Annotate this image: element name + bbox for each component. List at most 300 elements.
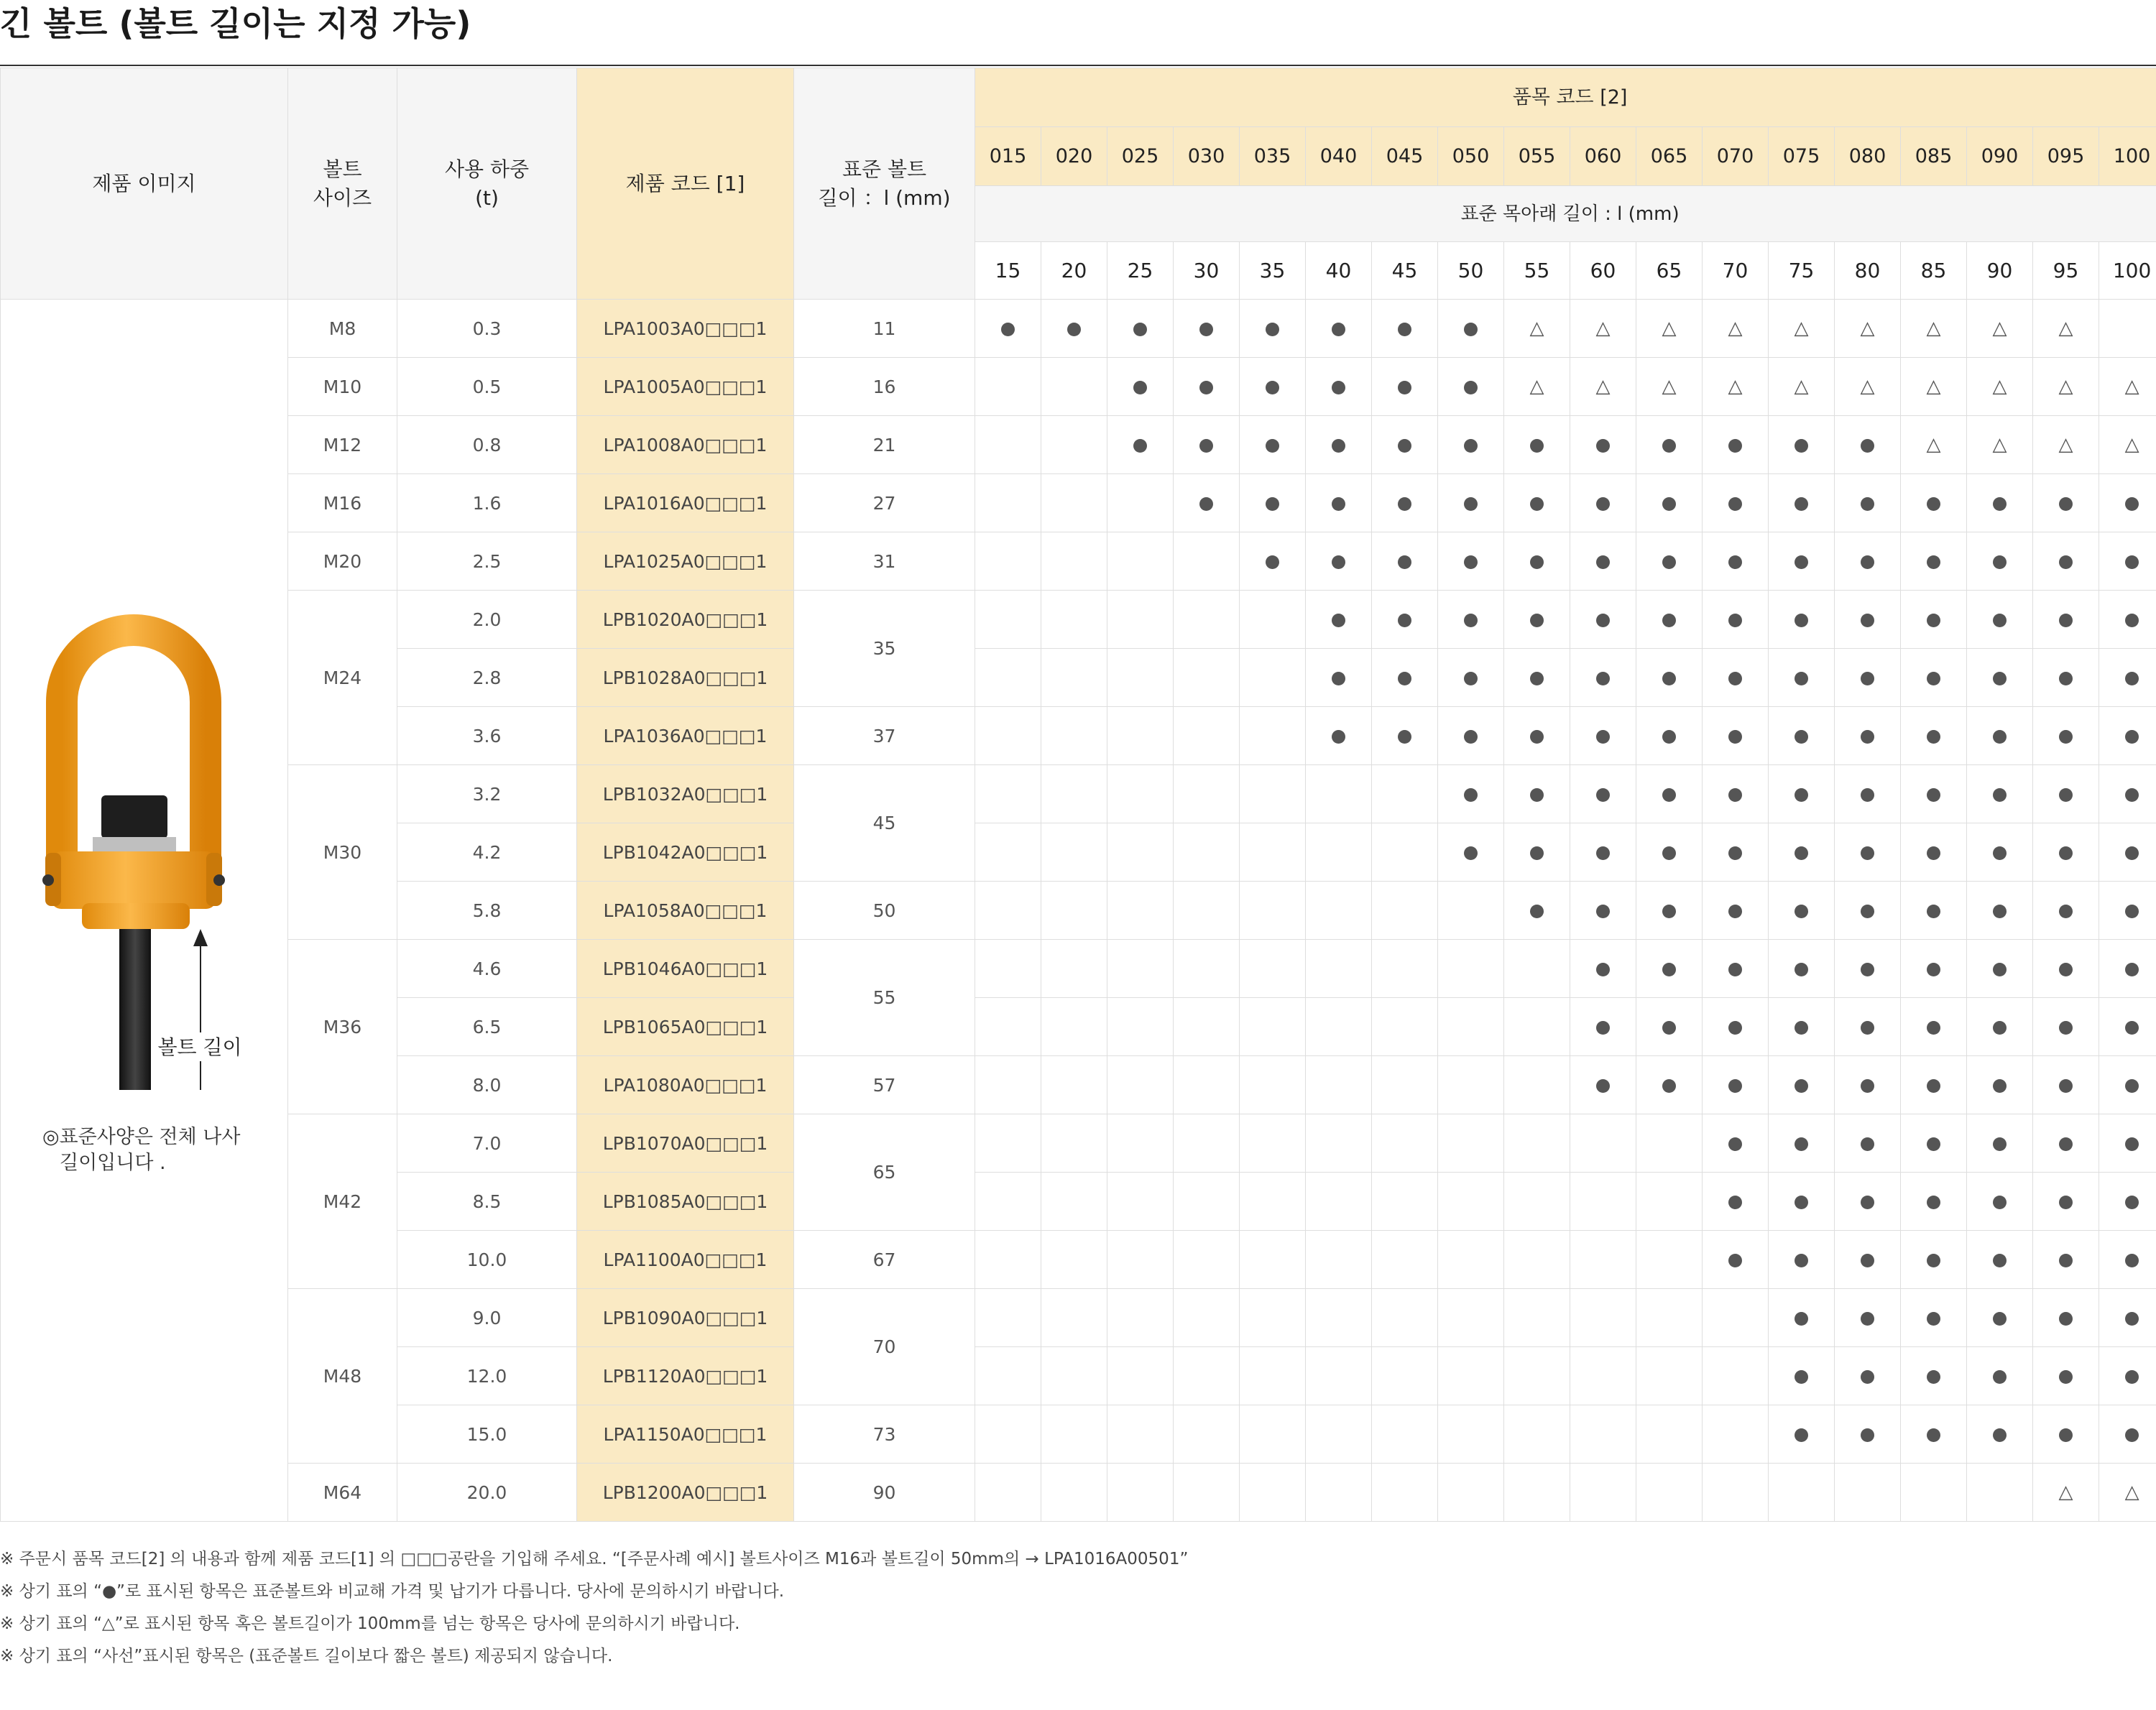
load-cell: 4.6 <box>397 940 577 998</box>
filled-circle-icon <box>1464 672 1478 685</box>
available-nonstandard-mark <box>1306 300 1372 358</box>
available-nonstandard-mark <box>1967 940 2033 998</box>
empty-cell <box>1306 882 1372 940</box>
neck-length-cell: 45 <box>1372 242 1438 300</box>
image-note-line2: 길이입니다 . <box>60 1152 166 1174</box>
filled-circle-icon <box>1861 614 1874 627</box>
empty-cell <box>1570 1464 1636 1522</box>
load-cell: 8.5 <box>397 1173 577 1231</box>
filled-circle-icon <box>2125 1021 2139 1035</box>
filled-circle-icon <box>1993 555 2007 569</box>
empty-cell <box>975 1173 1041 1231</box>
header-std-bolt-length <box>794 68 975 300</box>
triangle-icon: △ <box>1662 318 1677 339</box>
neck-length-cell: 35 <box>1240 242 1306 300</box>
empty-cell <box>1041 823 1107 882</box>
bolt-length-cell: 90 <box>794 1464 975 1522</box>
filled-circle-icon <box>1530 905 1544 918</box>
bolt-length-label: 볼트 길이 <box>157 1035 242 1059</box>
available-nonstandard-mark <box>2099 823 2156 882</box>
available-nonstandard-mark <box>1901 474 1967 532</box>
empty-cell <box>975 707 1041 765</box>
empty-cell <box>1041 1289 1107 1347</box>
empty-cell <box>1240 1464 1306 1522</box>
item-code-cell: 060 <box>1570 127 1636 186</box>
available-nonstandard-mark <box>1769 1114 1835 1173</box>
filled-circle-icon <box>1728 905 1742 918</box>
header-load-line2: (t) <box>475 185 499 210</box>
filled-circle-icon <box>1728 1021 1742 1035</box>
available-nonstandard-mark <box>1306 707 1372 765</box>
available-nonstandard-mark <box>1504 649 1570 707</box>
empty-cell <box>1636 1289 1703 1347</box>
filled-circle-icon <box>2059 963 2073 976</box>
bolt-size-cell: M12 <box>288 416 397 474</box>
bolt-length-cell: 45 <box>794 765 975 882</box>
empty-cell <box>1107 707 1174 765</box>
filled-circle-icon <box>1332 730 1345 744</box>
product-image-wrap <box>1 300 288 1521</box>
available-nonstandard-mark <box>1636 882 1703 940</box>
load-cell: 3.2 <box>397 765 577 823</box>
empty-cell <box>1372 940 1438 998</box>
empty-cell <box>1041 882 1107 940</box>
header-bolt-size-line2: 사이즈 <box>313 185 372 210</box>
filled-circle-icon <box>1133 381 1147 394</box>
empty-cell <box>1041 358 1107 416</box>
triangle-icon: △ <box>1992 376 2007 397</box>
filled-circle-icon <box>1728 963 1742 976</box>
empty-cell <box>1041 532 1107 591</box>
bolt-length-cell: 57 <box>794 1056 975 1114</box>
filled-circle-icon <box>1993 1137 2007 1151</box>
available-nonstandard-mark <box>1636 591 1703 649</box>
empty-cell <box>975 1405 1041 1464</box>
filled-circle-icon <box>1596 1079 1610 1093</box>
empty-cell <box>1703 1464 1769 1522</box>
triangle-icon: △ <box>2058 434 2073 456</box>
filled-circle-icon <box>1993 963 2007 976</box>
available-nonstandard-mark <box>1835 474 1901 532</box>
available-nonstandard-mark <box>1438 765 1504 823</box>
filled-circle-icon <box>1993 730 2007 744</box>
empty-cell <box>1041 1405 1107 1464</box>
filled-circle-icon <box>1332 497 1345 511</box>
note-line: ※ 상기 표의 “△”로 표시된 항목 혹은 볼트길이가 100mm를 넘는 항목은 당사에 문의하시기 바랍니다. <box>0 1614 740 1633</box>
filled-circle-icon <box>1861 846 1874 860</box>
triangle-icon: △ <box>1794 318 1809 339</box>
available-nonstandard-mark <box>1438 474 1504 532</box>
filled-circle-icon <box>1795 672 1808 685</box>
available-nonstandard-mark <box>1703 474 1769 532</box>
empty-cell <box>1240 591 1306 649</box>
filled-circle-icon <box>1464 323 1478 336</box>
bolt-size-cell: M36 <box>288 940 397 1114</box>
available-nonstandard-mark <box>2033 882 2099 940</box>
available-nonstandard-mark <box>1967 765 2033 823</box>
empty-cell <box>1372 1231 1438 1289</box>
inquiry-mark <box>1901 416 1967 474</box>
empty-cell <box>1174 532 1240 591</box>
filled-circle-icon <box>1795 1021 1808 1035</box>
empty-cell <box>1438 1231 1504 1289</box>
filled-circle-icon <box>1927 614 1940 627</box>
empty-cell <box>1174 707 1240 765</box>
filled-circle-icon <box>1795 1137 1808 1151</box>
empty-cell <box>1372 882 1438 940</box>
empty-cell <box>975 1347 1041 1405</box>
filled-circle-icon <box>2125 905 2139 918</box>
available-nonstandard-mark <box>2033 1173 2099 1231</box>
available-nonstandard-mark <box>1372 300 1438 358</box>
empty-cell <box>1041 765 1107 823</box>
neck-length-cell: 60 <box>1570 242 1636 300</box>
available-nonstandard-mark <box>1636 532 1703 591</box>
table-row <box>1 416 2156 474</box>
filled-circle-icon <box>1993 1370 2007 1384</box>
filled-circle-icon <box>1530 846 1544 860</box>
available-nonstandard-mark <box>1041 300 1107 358</box>
empty-cell <box>1570 1231 1636 1289</box>
triangle-icon: △ <box>1860 318 1875 339</box>
triangle-icon: △ <box>2124 434 2139 456</box>
available-nonstandard-mark <box>2099 940 2156 998</box>
empty-cell <box>1703 1347 1769 1405</box>
filled-circle-icon <box>1464 497 1478 511</box>
available-nonstandard-mark <box>2099 882 2156 940</box>
empty-cell <box>1438 1464 1504 1522</box>
available-nonstandard-mark <box>1769 1347 1835 1405</box>
empty-cell <box>1174 1347 1240 1405</box>
inquiry-mark <box>2099 416 2156 474</box>
load-cell: 6.5 <box>397 998 577 1056</box>
filled-circle-icon <box>1464 614 1478 627</box>
product-code-cell: LPB1046A0□□□1 <box>577 940 794 998</box>
filled-circle-icon <box>1662 788 1676 802</box>
header-bolt-size-line1: 볼트 <box>323 157 362 181</box>
empty-cell <box>1372 1114 1438 1173</box>
filled-circle-icon <box>1993 1079 2007 1093</box>
load-cell: 20.0 <box>397 1464 577 1522</box>
load-cell: 2.8 <box>397 649 577 707</box>
bolt-length-cell: 16 <box>794 358 975 416</box>
empty-cell <box>1240 1289 1306 1347</box>
available-nonstandard-mark <box>1240 474 1306 532</box>
available-nonstandard-mark <box>2033 1114 2099 1173</box>
filled-circle-icon <box>1795 555 1808 569</box>
empty-cell <box>1438 998 1504 1056</box>
available-nonstandard-mark <box>1438 358 1504 416</box>
triangle-icon: △ <box>1860 376 1875 397</box>
filled-circle-icon <box>1927 905 1940 918</box>
empty-cell <box>1107 1173 1174 1231</box>
filled-circle-icon <box>1861 1312 1874 1326</box>
empty-cell <box>975 358 1041 416</box>
empty-cell <box>1041 416 1107 474</box>
filled-circle-icon <box>1596 788 1610 802</box>
filled-circle-icon <box>1398 614 1411 627</box>
available-nonstandard-mark <box>1703 1173 1769 1231</box>
empty-cell <box>1438 1347 1504 1405</box>
table-row <box>1 474 2156 532</box>
empty-cell <box>1240 882 1306 940</box>
item-code-cell: 035 <box>1240 127 1306 186</box>
triangle-icon: △ <box>1926 376 1941 397</box>
filled-circle-icon <box>1861 439 1874 453</box>
empty-cell <box>1372 1347 1438 1405</box>
empty-cell <box>1306 1289 1372 1347</box>
empty-cell <box>1372 1056 1438 1114</box>
note-line: ※ 상기 표의 “사선”표시된 항목은 (표준볼트 길이보다 짧은 볼트) 제공되지 않습니다. <box>0 1647 613 1665</box>
available-nonstandard-mark <box>1372 591 1438 649</box>
filled-circle-icon <box>1530 672 1544 685</box>
available-nonstandard-mark <box>1570 649 1636 707</box>
bolt-length-cell: 21 <box>794 416 975 474</box>
available-nonstandard-mark <box>1703 707 1769 765</box>
product-code-cell: LPB1032A0□□□1 <box>577 765 794 823</box>
empty-cell <box>1504 1289 1570 1347</box>
empty-cell <box>1636 1347 1703 1405</box>
header-std-bolt-length-line2: 길이 ：l (mm) <box>818 185 951 210</box>
filled-circle-icon <box>1927 672 1940 685</box>
product-code-cell: LPA1036A0□□□1 <box>577 707 794 765</box>
filled-circle-icon <box>1398 555 1411 569</box>
filled-circle-icon <box>1728 439 1742 453</box>
filled-circle-icon <box>2059 788 2073 802</box>
filled-circle-icon <box>1993 614 2007 627</box>
filled-circle-icon <box>1596 497 1610 511</box>
available-nonstandard-mark <box>1570 823 1636 882</box>
empty-cell <box>1041 1464 1107 1522</box>
available-nonstandard-mark <box>1438 532 1504 591</box>
bolt-size-cell: M20 <box>288 532 397 591</box>
filled-circle-icon <box>1662 846 1676 860</box>
inquiry-mark <box>1835 358 1901 416</box>
note-line: ※ 상기 표의 “●”로 표시된 항목은 표준볼트와 비교해 가격 및 납기가 다릅니다. 당사에 문의하시기 바랍니다. <box>0 1582 785 1601</box>
available-nonstandard-mark <box>1901 1056 1967 1114</box>
filled-circle-icon <box>2125 788 2139 802</box>
available-nonstandard-mark <box>1835 707 1901 765</box>
item-code-cell: 025 <box>1107 127 1174 186</box>
available-nonstandard-mark <box>1769 940 1835 998</box>
empty-cell <box>1240 649 1306 707</box>
header-bolt-size <box>288 68 397 300</box>
filled-circle-icon <box>1795 439 1808 453</box>
empty-cell <box>975 591 1041 649</box>
neck-length-cell: 20 <box>1041 242 1107 300</box>
filled-circle-icon <box>1464 555 1478 569</box>
inquiry-mark <box>2099 1464 2156 1522</box>
available-nonstandard-mark <box>1901 940 1967 998</box>
empty-cell <box>1438 1289 1504 1347</box>
empty-cell <box>1041 474 1107 532</box>
inquiry-mark <box>1769 300 1835 358</box>
triangle-icon: △ <box>2124 1482 2139 1503</box>
empty-cell <box>1107 474 1174 532</box>
available-nonstandard-mark <box>1901 1347 1967 1405</box>
empty-cell <box>1504 1464 1570 1522</box>
load-cell: 0.3 <box>397 300 577 358</box>
filled-circle-icon <box>1728 614 1742 627</box>
filled-circle-icon <box>2059 1254 2073 1267</box>
filled-circle-icon <box>1795 846 1808 860</box>
empty-cell <box>2099 300 2156 358</box>
bolt-length-cell: 73 <box>794 1405 975 1464</box>
empty-cell <box>1703 1289 1769 1347</box>
empty-cell <box>1570 1173 1636 1231</box>
available-nonstandard-mark <box>1504 474 1570 532</box>
available-nonstandard-mark <box>1240 532 1306 591</box>
filled-circle-icon <box>1795 963 1808 976</box>
available-nonstandard-mark <box>2033 532 2099 591</box>
empty-cell <box>1041 591 1107 649</box>
available-nonstandard-mark <box>1570 1056 1636 1114</box>
available-nonstandard-mark <box>2099 998 2156 1056</box>
available-nonstandard-mark <box>1769 882 1835 940</box>
filled-circle-icon <box>1795 1254 1808 1267</box>
available-nonstandard-mark <box>2033 649 2099 707</box>
filled-circle-icon <box>1927 1370 1940 1384</box>
empty-cell <box>1901 1464 1967 1522</box>
available-nonstandard-mark <box>1504 532 1570 591</box>
empty-cell <box>1107 1289 1174 1347</box>
available-nonstandard-mark <box>1769 1231 1835 1289</box>
filled-circle-icon <box>1927 963 1940 976</box>
filled-circle-icon <box>2059 1370 2073 1384</box>
neck-length-cell: 65 <box>1636 242 1703 300</box>
empty-cell <box>1174 1289 1240 1347</box>
available-nonstandard-mark <box>2099 591 2156 649</box>
empty-cell <box>1306 940 1372 998</box>
filled-circle-icon <box>1464 381 1478 394</box>
empty-cell <box>1107 1464 1174 1522</box>
bolt-size-cell: M16 <box>288 474 397 532</box>
item-code-cell: 075 <box>1769 127 1835 186</box>
filled-circle-icon <box>1662 1021 1676 1035</box>
filled-circle-icon <box>1861 1079 1874 1093</box>
table-row <box>1 1114 2156 1173</box>
filled-circle-icon <box>1133 439 1147 453</box>
empty-cell <box>1372 1289 1438 1347</box>
inquiry-mark <box>1504 300 1570 358</box>
filled-circle-icon <box>1795 497 1808 511</box>
empty-cell <box>1504 1114 1570 1173</box>
load-cell: 0.8 <box>397 416 577 474</box>
filled-circle-icon <box>1861 1370 1874 1384</box>
available-nonstandard-mark <box>1174 358 1240 416</box>
filled-circle-icon <box>1861 1428 1874 1442</box>
filled-circle-icon <box>1927 788 1940 802</box>
filled-circle-icon <box>1662 905 1676 918</box>
available-nonstandard-mark <box>1107 300 1174 358</box>
empty-cell <box>975 823 1041 882</box>
product-code-cell: LPB1070A0□□□1 <box>577 1114 794 1173</box>
filled-circle-icon <box>1530 730 1544 744</box>
filled-circle-icon <box>1795 1196 1808 1209</box>
filled-circle-icon <box>1795 1079 1808 1093</box>
filled-circle-icon <box>1662 1079 1676 1093</box>
empty-cell <box>1240 998 1306 1056</box>
available-nonstandard-mark <box>1372 416 1438 474</box>
triangle-icon: △ <box>1728 376 1743 397</box>
empty-cell <box>1372 998 1438 1056</box>
filled-circle-icon <box>1530 614 1544 627</box>
available-nonstandard-mark <box>1901 765 1967 823</box>
filled-circle-icon <box>1861 788 1874 802</box>
filled-circle-icon <box>1861 1021 1874 1035</box>
filled-circle-icon <box>1861 730 1874 744</box>
filled-circle-icon <box>1927 497 1940 511</box>
filled-circle-icon <box>2125 1428 2139 1442</box>
available-nonstandard-mark <box>2033 765 2099 823</box>
filled-circle-icon <box>1993 905 2007 918</box>
filled-circle-icon <box>2125 1196 2139 1209</box>
available-nonstandard-mark <box>1636 823 1703 882</box>
available-nonstandard-mark <box>1769 1289 1835 1347</box>
empty-cell <box>1636 1405 1703 1464</box>
empty-cell <box>975 998 1041 1056</box>
available-nonstandard-mark <box>2033 474 2099 532</box>
filled-circle-icon <box>1861 1196 1874 1209</box>
product-code-cell: LPB1200A0□□□1 <box>577 1464 794 1522</box>
available-nonstandard-mark <box>2033 823 2099 882</box>
filled-circle-icon <box>1530 555 1544 569</box>
filled-circle-icon <box>1530 497 1544 511</box>
table-row <box>1 1289 2156 1347</box>
available-nonstandard-mark <box>1240 416 1306 474</box>
header-load <box>397 68 577 300</box>
bolt-length-cell: 31 <box>794 532 975 591</box>
bolt-length-cell: 70 <box>794 1289 975 1405</box>
triangle-icon: △ <box>2058 376 2073 397</box>
empty-cell <box>975 765 1041 823</box>
available-nonstandard-mark <box>1703 823 1769 882</box>
available-nonstandard-mark <box>2099 1231 2156 1289</box>
available-nonstandard-mark <box>1967 1056 2033 1114</box>
filled-circle-icon <box>1927 1428 1940 1442</box>
available-nonstandard-mark <box>1835 416 1901 474</box>
available-nonstandard-mark <box>2099 532 2156 591</box>
empty-cell <box>1174 591 1240 649</box>
filled-circle-icon <box>1332 323 1345 336</box>
filled-circle-icon <box>1927 1196 1940 1209</box>
filled-circle-icon <box>1596 439 1610 453</box>
empty-cell <box>1570 1347 1636 1405</box>
filled-circle-icon <box>1927 1079 1940 1093</box>
product-code-cell: LPB1028A0□□□1 <box>577 649 794 707</box>
bolt-size-cell: M24 <box>288 591 397 765</box>
filled-circle-icon <box>1728 1254 1742 1267</box>
empty-cell <box>1306 1114 1372 1173</box>
load-cell: 7.0 <box>397 1114 577 1173</box>
available-nonstandard-mark <box>2033 940 2099 998</box>
available-nonstandard-mark <box>1901 823 1967 882</box>
available-nonstandard-mark <box>1901 649 1967 707</box>
bolt-length-cell: 11 <box>794 300 975 358</box>
available-nonstandard-mark <box>1835 882 1901 940</box>
inquiry-mark <box>1570 300 1636 358</box>
bolt-length-cell: 65 <box>794 1114 975 1231</box>
filled-circle-icon <box>1927 1021 1940 1035</box>
empty-cell <box>1174 1114 1240 1173</box>
bolt-length-cell: 55 <box>794 940 975 1056</box>
filled-circle-icon <box>1596 963 1610 976</box>
available-nonstandard-mark <box>1703 940 1769 998</box>
empty-cell <box>1041 1347 1107 1405</box>
product-code-cell: LPA1025A0□□□1 <box>577 532 794 591</box>
filled-circle-icon <box>1001 323 1015 336</box>
inquiry-mark <box>1901 358 1967 416</box>
